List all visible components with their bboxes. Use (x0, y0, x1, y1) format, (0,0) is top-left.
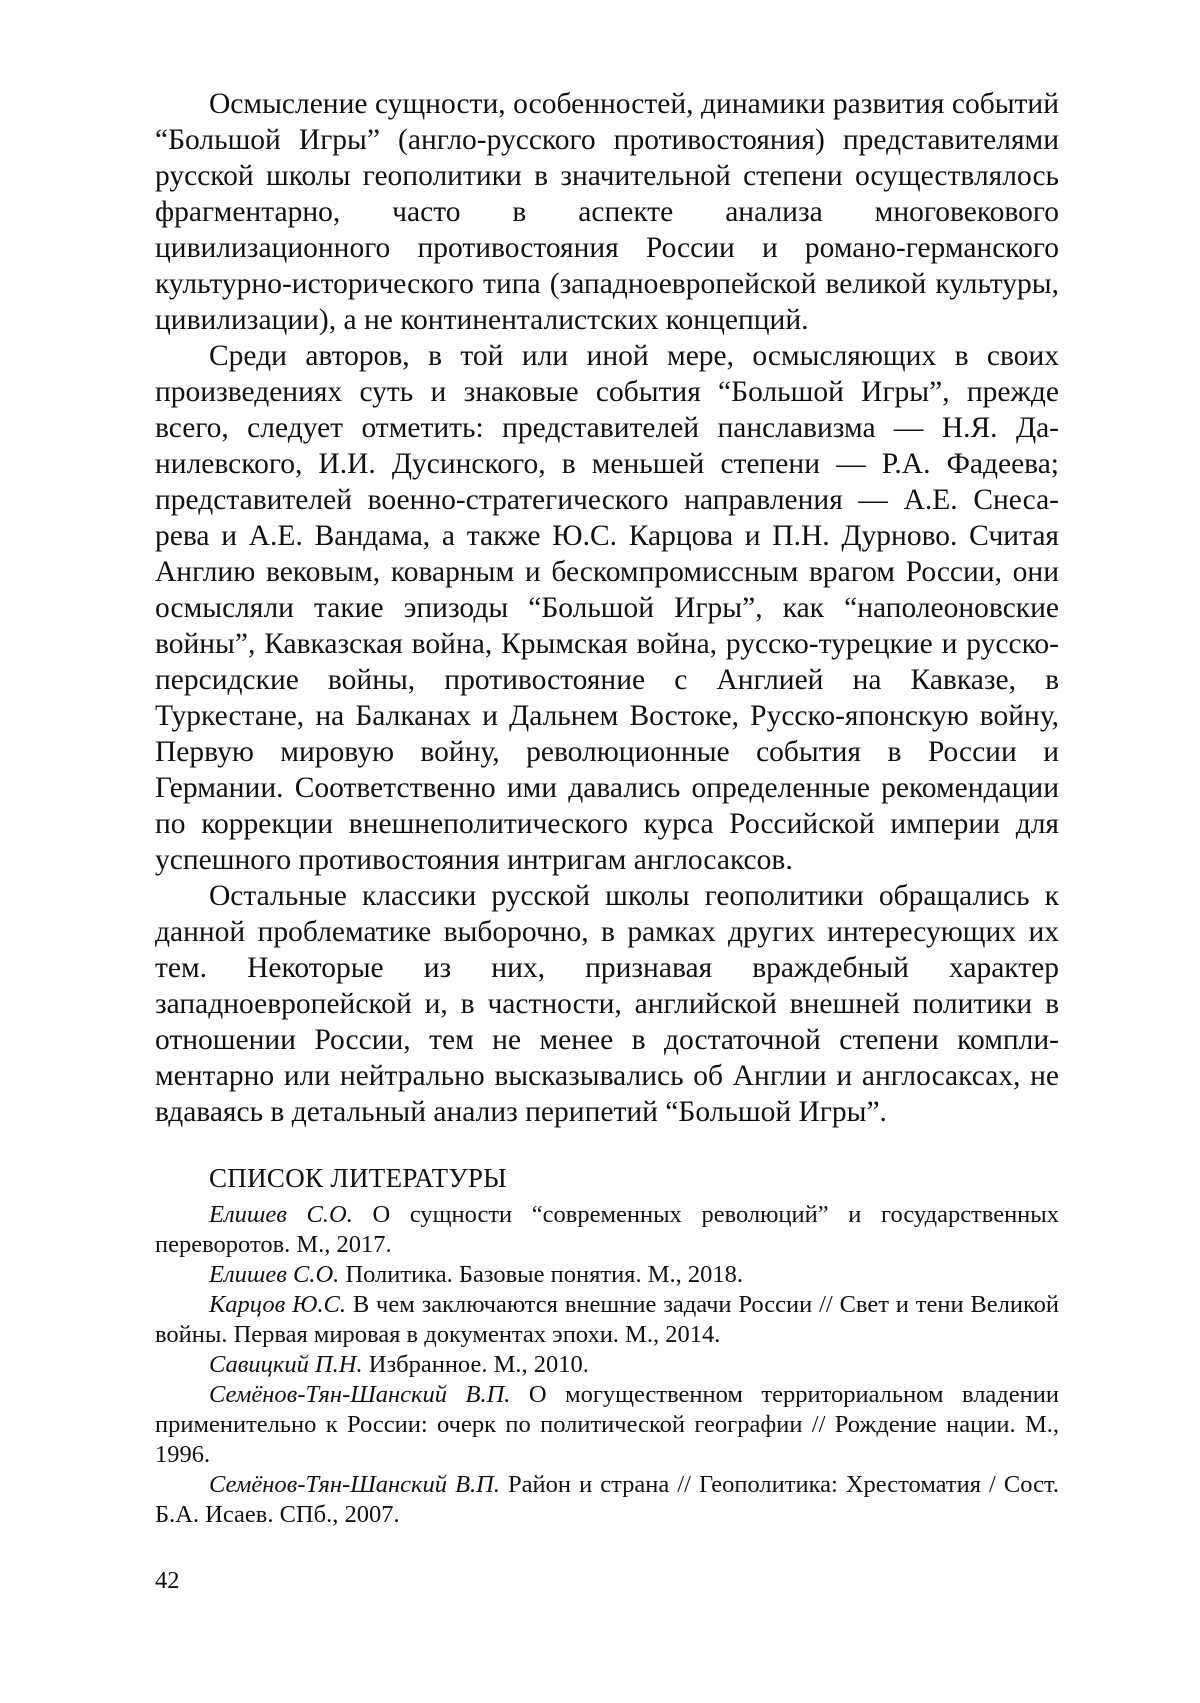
reference-text: О могущественном территориальном владении применительно к России: очерк по политической географии // Рождение нации. М., 1996. (155, 1381, 1059, 1468)
reference-text: В чем заключаются внешние задачи России // Свет и тени Великой войны. Первая мировая в документах эпохи. М., 2014. (155, 1291, 1059, 1348)
reference-text: О сущности “современных революций” и государственных переворотов. М., 2017. (155, 1201, 1060, 1258)
page-number: 42 (155, 1567, 180, 1594)
page-content (155, 86, 1059, 1530)
reference-text: Район и страна // Геополитика: Хрестоматия / Сост. Б.А. Исаев. СПб., 2007. (155, 1471, 1059, 1528)
reference-author: Елишев С.О. (209, 1201, 353, 1228)
reference-text: Политика. Базовые понятия. М., 2018. (339, 1261, 743, 1288)
reference-author: Семёнов-Тян-Шанский В.П. (209, 1381, 511, 1408)
reference-item (155, 1350, 1059, 1380)
reference-item (155, 1200, 1059, 1260)
body-paragraph-1: Осмысление сущности, особенностей, динамики развития событий “Большой Игры” (англо-русского противостояния) представителями русской школы геополитики в значительной степени осуществлялось фрагментарно, часто в аспекте анализа многовекового цивилизационного противостояния России и романо-германского культурно-исторического типа (западноевропейской великой культуры, цивилизации), а не континенталистских концепций. (155, 88, 1059, 336)
reference-item (155, 1290, 1059, 1350)
reference-author: Семёнов-Тян-Шанский В.П. (209, 1471, 500, 1498)
references-heading: СПИСОК ЛИТЕРАТУРЫ (209, 1163, 508, 1193)
body-paragraph-3: Остальные классики русской школы геополитики обращались к данной проблематике выборочно, в рамках других интересующих их тем. Некоторые из них, признавая враждебный характер западноевропейской и, в частности, английской внешней политики в отношении России, тем не менее в достаточной степени комплиментарно или нейтрально высказывались об Англии и англосаксах, не вдаваясь в детальный анализ перипетий “Большой Игры”. (155, 880, 1059, 1128)
reference-item (155, 1260, 1059, 1290)
reference-author: Савицкий П.Н. (209, 1351, 363, 1378)
references-list (155, 1200, 1059, 1530)
reference-item (155, 1380, 1059, 1470)
body-paragraph-2: Среди авторов, в той или иной мере, осмысляющих в своих произведениях суть и знаковые события “Большой Игры”, прежде всего, следует отметить: представителей панславизма — Н.Я. Данилевского, И.И. Дусинского, в меньшей степени — Р.А. Фадеева; представителей военно-стратегического направления — А.Е. Снесарева и А.Е. Вандама, а также Ю.С. Карцова и П.Н. Дурново. Считая Англию вековым, коварным и бескомпромиссным врагом России, они осмысляли такие эпизоды “Большой Игры”, как “наполеоновские войны”, Кавказская война, Крымская война, русско-турецкие и русско-персидские войны, противостояние с Англией на Кавказе, в Туркестане, на Балканах и Дальнем Востоке, Русско-японскую войну, Первую мировую войну, революционные события в России и Германии. Соответственно ими давались определенные рекомендации по коррекции внешнеполитического курса Российской империи для успешного противостояния интригам англосаксов. (155, 340, 1059, 876)
reference-text: Избранное. М., 2010. (362, 1351, 589, 1378)
reference-author: Елишев С.О. (209, 1261, 340, 1288)
reference-author: Карцов Ю.С. (209, 1291, 346, 1318)
reference-item (155, 1470, 1059, 1530)
